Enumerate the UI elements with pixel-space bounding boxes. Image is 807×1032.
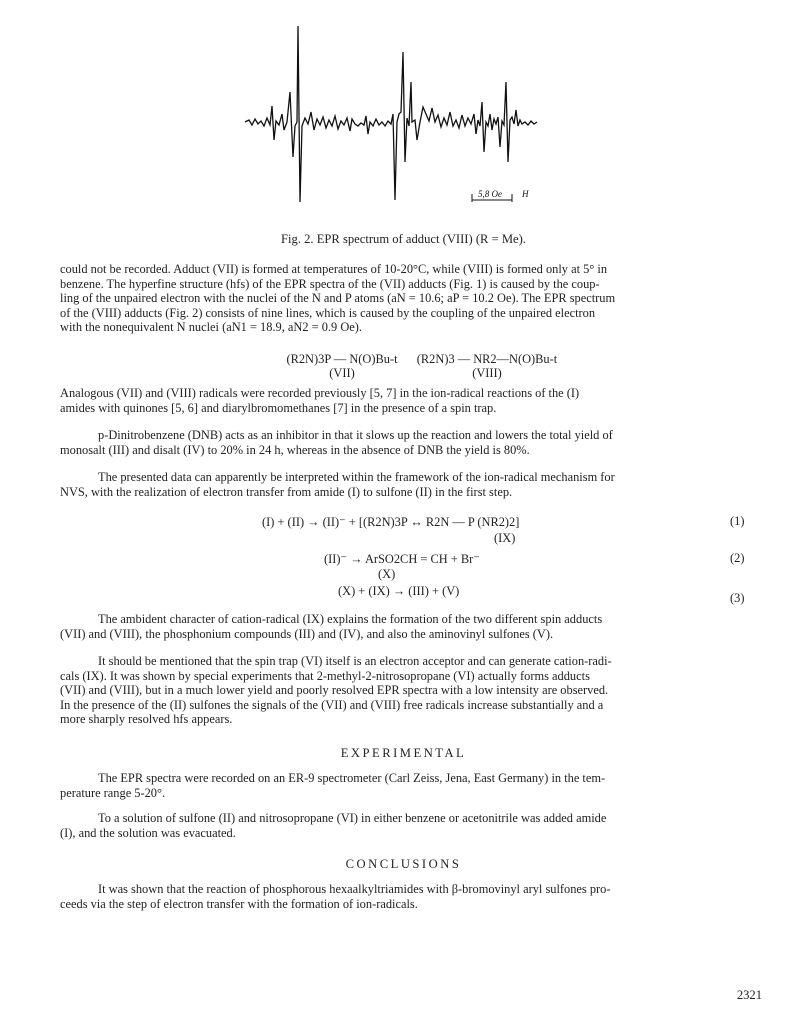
structure-viii	[412, 352, 562, 380]
conclusions-heading: CONCLUSIONS	[345, 857, 462, 871]
equation-2: (II)⁻ → ArSO2CH = CH + Br⁻	[324, 552, 480, 566]
equation-3: (X) + (IX) → (III) + (V)	[338, 584, 460, 598]
paragraph-mechanism	[60, 470, 750, 499]
paragraph-experimental-procedure	[60, 811, 750, 840]
text-line: ling of the unpaired electron with the nuclei of the N and P atoms (aN = 10.6; aP = 10.2 Oe). The EPR spectrum	[60, 291, 616, 306]
text-line: It should be mentioned that the spin trap (VI) itself is an electron acceptor and can generate cation-radi-	[98, 654, 612, 668]
text-line: To a solution of sulfone (II) and nitrosopropane (VI) in either benzene or acetonitrile was added amide	[98, 811, 607, 825]
structure-vii-label: (VII)	[329, 366, 355, 380]
text-line: p-Dinitrobenzene (DNB) acts as an inhibitor in that it slows up the reaction and lowers the total yield of	[98, 428, 613, 442]
field-axis-label: H	[522, 189, 529, 199]
text-line: The EPR spectra were recorded on an ER-9 spectrometer (Carl Zeiss, Jena, East Germany) in the tem-	[98, 771, 606, 785]
page-number: 2321	[736, 988, 762, 1002]
text-line: The presented data can apparently be interpreted within the framework of the ion-radical mechanism for	[98, 470, 615, 484]
text-line: cals (IX). It was shown by special experiments that 2-methyl-2-nitrosopropane (VI) actually forms adducts	[60, 668, 590, 683]
paragraph-experimental-epr	[60, 771, 750, 800]
text-line: Analogous (VII) and (VIII) radicals were recorded previously [5, 7] in the ion-radical reactions of the (I)	[60, 386, 580, 400]
text-line: It was shown that the reaction of phosphorous hexaalkyltriamides with β-bromovinyl aryl sulfones pro-	[98, 882, 611, 896]
text-line: could not be recorded. Adduct (VII) is formed at temperatures of 10-20°C, while (VIII) is formed only at 5° in	[60, 262, 608, 276]
text-line: more sharply resolved hfs appears.	[60, 712, 233, 727]
paragraph-ambident-character	[60, 612, 750, 641]
structure-vii	[272, 352, 412, 380]
text-line: (VII) and (VIII), but in a much lower yield and poorly resolved EPR spectra with a low intensity are observed.	[60, 683, 609, 698]
equation-1-label: (IX)	[494, 531, 516, 545]
paragraph-analogous-radicals	[60, 386, 750, 415]
text-line: NVS, with the realization of electron transfer from amide (I) to sulfone (II) in the first step.	[60, 484, 513, 499]
paragraph-conclusions	[60, 882, 750, 911]
structure-viii-formula: (R2N)3 — NR2—N(O)Bu-t	[416, 352, 558, 366]
equation-3-number: (3)	[730, 591, 745, 605]
epr-spectrum-trace	[245, 26, 537, 202]
text-line: with the nonequivalent N nuclei (aN1 = 18.9, aN2 = 0.9 Oe).	[60, 320, 362, 335]
equation-2-label: (X)	[378, 567, 396, 581]
structure-viii-label: (VIII)	[472, 366, 502, 380]
text-line: In the presence of the (II) sulfones the signals of the (VII) and (VIII) free radicals increase substantially and a	[60, 697, 604, 712]
text-line: The ambident character of cation-radical (IX) explains the formation of the two different spin adducts	[98, 612, 603, 626]
text-line: perature range 5-20°.	[60, 785, 166, 800]
structure-vii-formula: (R2N)3P — N(O)Bu-t	[286, 352, 398, 366]
text-line: amides with quinones [5, 6] and diarylbromomethanes [7] in the presence of a spin trap.	[60, 400, 497, 415]
equation-1-number: (1)	[730, 514, 745, 528]
scale-bar-label: 5,8 Oe	[478, 189, 502, 199]
text-line: monosalt (III) and disalt (IV) to 20% in 24 h, whereas in the absence of DNB the yield is 80%.	[60, 442, 530, 457]
figure-caption: Fig. 2. EPR spectrum of adduct (VIII) (R = Me).	[281, 232, 526, 246]
text-line: benzene. The hyperfine structure (hfs) of the EPR spectra of the (VII) adducts (Fig. 1) is caused by the coup-	[60, 276, 600, 291]
paragraph-adduct-formation	[60, 262, 750, 335]
equation-2-number: (2)	[730, 551, 745, 565]
epr-spectrum-figure	[240, 22, 560, 222]
text-line: ceeds via the step of electron transfer with the formation of ion-radicals.	[60, 896, 418, 911]
text-line: of the (VIII) adducts (Fig. 2) consists of nine lines, which is caused by the coupling of the unpaired electron	[60, 305, 596, 320]
experimental-heading: EXPERIMENTAL	[340, 746, 467, 760]
text-line: (VII) and (VIII), the phosphonium compounds (III) and (IV), and also the aminovinyl sulfones (V).	[60, 626, 554, 641]
paragraph-spin-trap	[60, 654, 750, 727]
equation-1: (I) + (II) → (II)⁻ + [(R2N)3P ↔ R2N — P (NR2)2]	[262, 515, 520, 529]
text-line: (I), and the solution was evacuated.	[60, 825, 236, 840]
paragraph-dnb-inhibitor	[60, 428, 750, 457]
